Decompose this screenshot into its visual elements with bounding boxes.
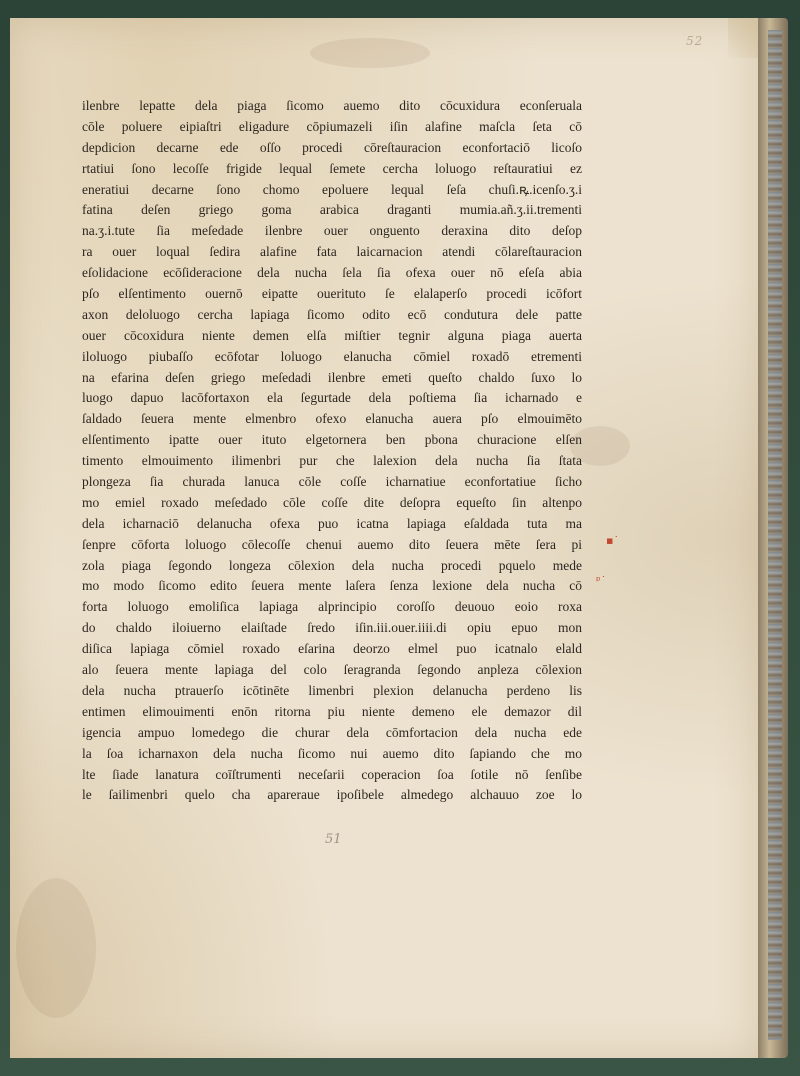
text-line: ra ouer loqual ſedira alafine fata laicarnacion atendi cōlareſtauracion — [82, 244, 582, 260]
text-line: alo ſeuera mente lapiaga del colo ſeragranda ſegondo anpleza cōlexion — [82, 662, 582, 678]
text-line: le ſailimenbri quelo cha apareraue ipoſibele almedego alchauuo zoe lo — [82, 787, 582, 803]
text-line: elſentimento ipatte ouer ituto elgetornera ben pbona churacione elſen — [82, 432, 582, 448]
text-line: cōle poluere eipiaſtri eligadure cōpiumazeli iſin alafine maſcla ſeta cō — [82, 118, 582, 134]
foxing-spot — [16, 878, 96, 1018]
text-line: ilenbre lepatte dela piaga ſicomo auemo dito cōcuxidura econſeruala — [82, 98, 582, 113]
text-line: forta loluogo emoliſica lapiaga alprincipio coroſſo deuouo eoio roxa — [82, 599, 582, 615]
text-line: lte ſiade lanatura coīſtrumenti neceſarii coperacion ſoa ſotile nō ſenſibe — [82, 766, 582, 782]
text-line: timento elmouimento ilimenbri pur che lalexion dela nucha ſia ſtata — [82, 453, 582, 469]
foxing-spot — [310, 38, 430, 68]
main-text-block — [82, 96, 582, 806]
text-line: ouer cōcoxidura niente demen elſa miſtier tegnir alguna piaga auerta — [82, 327, 582, 343]
text-line: igencia ampuo lomedego die churar dela cōmfortacion dela nucha ede — [82, 724, 582, 740]
marginal-mark: ▪˙ — [606, 534, 619, 547]
text-line: na efarina deſen griego meſedadi ilenbre emeti queſto chaldo ſuxo lo — [82, 369, 582, 385]
text-line: diſica lapiaga cōmiel roxado eſarina deorzo elmel puo icatnalo elald — [82, 641, 582, 657]
text-line: na.ʒ.i.tute ſia meſedade ilenbre ouer onguento deraxina dito deſop — [82, 223, 582, 239]
text-line: iloluogo piubaſſo ecōfotar loluogo elanucha cōmiel roxadō etrementi — [82, 348, 582, 364]
page-corner — [728, 18, 758, 58]
text-line: la ſoa icharnaxon dela nucha ſicomo nui auemo dito ſapiando che mo — [82, 745, 582, 761]
marginal-mark: ᵖ˙ — [596, 574, 607, 587]
marbled-edge — [768, 30, 782, 1040]
text-line: depdicion decarne ede oſſo procedi cōreſtauracion econfortaciō licoſo — [82, 139, 582, 155]
text-line: eneratiui decarne ſono chomo epoluere lequal ſeſa chuſi.ꝶ.icenſo.ʒ.i — [82, 181, 582, 197]
text-line: zola piaga ſegondo longeza cōlexion dela nucha procedi pquelo mede — [82, 557, 582, 573]
text-line: pſo elſentimento ouernō eipatte ouerituto ſe elalaperſo procedi icōfort — [82, 286, 582, 302]
text-line: ſenpre cōforta loluogo cōlecoſſe chenui auemo dito ſeuera mēte ſera pi — [82, 536, 582, 552]
text-line: plongeza ſia churada lanuca cōle coſſe icharnatiue econfortatiue ſicho — [82, 474, 582, 490]
text-line: mo modo ſicomo edito ſeuera mente laſera ſenza lexione dela nucha cō — [82, 578, 582, 594]
text-line: ſaldado ſeuera mente elmenbro ofexo elanucha auera pſo elmouimēto — [82, 411, 582, 427]
text-line: luogo dapuo lacōfortaxon ela ſegurtade dela poſtiema ſia icharnado e — [82, 390, 582, 406]
text-line: axon deloluogo cercha lapiaga ſicomo odito ecō condutura dele patte — [82, 306, 582, 322]
text-line: entimen elimouimenti enōn ritorna piu niente demeno ele demazor dil — [82, 703, 582, 719]
text-line: dela nucha ptrauerſo icōtinēte limenbri plexion delanucha perdeno lis — [82, 682, 582, 698]
text-line: dela icharnaciō delanucha ofexa puo icatna lapiaga eſaldada tuta ma — [82, 515, 582, 531]
text-line: do chaldo iloiuerno elaiſtade ſredo iſin.iii.ouer.iiii.di opiu epuo mon — [82, 620, 582, 636]
folio-mark: 52 — [686, 34, 704, 48]
text-line: eſolidacione ecōſideracione dela nucha ſela ſia ofexa ouer nō eſeſa abia — [82, 265, 582, 281]
text-line: fatina deſen griego goma arabica draganti mumia.añ.ʒ.ii.trementi — [82, 202, 582, 218]
page-number: 51 — [325, 832, 342, 847]
text-line: mo emiel roxado meſedado cōle coſſe dite deſopra equeſto ſin altenpo — [82, 494, 582, 510]
text-line: rtatiui ſono lecoſſe frigide lequal ſemete cercha loluogo reſtauratiui ez — [82, 160, 582, 176]
